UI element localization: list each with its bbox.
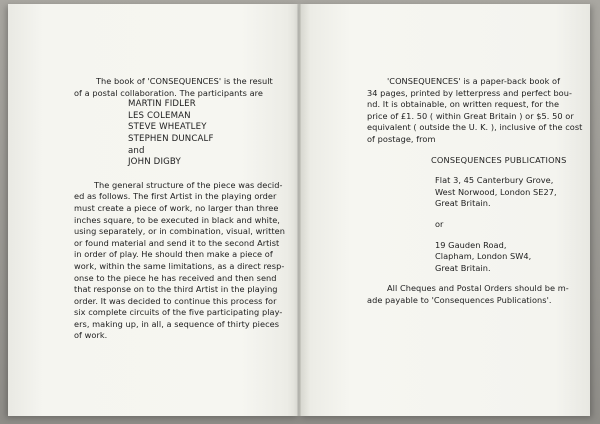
spacer — [367, 166, 579, 175]
paragraph-line: order. It was decided to continue this process for — [74, 295, 277, 306]
left-page-text — [74, 76, 286, 342]
intro-line: nd. It is obtainable, on written request, for the — [367, 99, 560, 110]
or-label: or — [435, 218, 444, 229]
paragraph-line: or found material and send it to the second Artist — [74, 237, 280, 248]
intro-line: 'CONSEQUENCES' is a paper-back book of — [387, 76, 561, 86]
book-spine-fold — [297, 4, 301, 416]
spacer — [367, 210, 579, 219]
participant-connector: and — [128, 145, 145, 156]
paragraph-line: in order of play. He should then make a piece of — [74, 249, 273, 260]
open-booklet — [8, 4, 590, 416]
address-line: 19 Gauden Road, — [435, 239, 507, 250]
spacer — [74, 169, 286, 180]
address-line: Great Britain. — [435, 262, 491, 273]
right-page — [299, 4, 590, 416]
paragraph-line: work, within the same limitations, as a direct resp- — [74, 260, 285, 271]
address-line: Great Britain. — [435, 198, 491, 209]
right-page-text — [367, 76, 583, 307]
spacer — [367, 274, 579, 283]
closing-line: ade payable to 'Consequences Publications'. — [367, 294, 552, 305]
paragraph-line: ed as follows. The first Artist in the playing order — [74, 191, 277, 202]
participant-name: STEPHEN DUNCALF — [128, 133, 214, 144]
paragraph-line: must create a piece of work, no larger than three — [74, 202, 279, 213]
paragraph-line: inches square, to be executed in black and white, — [74, 214, 280, 225]
paragraph-line: ers, making up, in all, a sequence of thirty pieces — [74, 318, 280, 329]
left-page — [8, 4, 299, 416]
paragraph-line: six complete circuits of the five participating play- — [74, 307, 283, 318]
spacer — [367, 231, 579, 240]
paragraph-line: The general structure of the piece was decid- — [94, 179, 283, 190]
intro-line: The book of 'CONSEQUENCES' is the result — [96, 76, 273, 86]
intro-line: of postage, from — [367, 133, 436, 144]
address-line: West Norwood, London SE27, — [435, 186, 557, 197]
paragraph-line: that response on to the third Artist in the playing — [74, 284, 278, 295]
participant-name: JOHN DIGBY — [128, 157, 181, 168]
participant-name: STEVE WHEATLEY — [128, 122, 207, 133]
intro-line: 34 pages, printed by letterpress and perfect bou- — [367, 87, 572, 98]
closing-line: All Cheques and Postal Orders should be m- — [387, 283, 569, 294]
paragraph-line: of work. — [74, 330, 108, 341]
spacer — [367, 146, 579, 155]
intro-line: equivalent ( outside the U. K. ), inclusive of the cost — [367, 122, 583, 133]
paragraph-line: using separately, or in combination, visual, written — [74, 226, 285, 237]
paragraph-line: onse to the piece he has received and then send — [74, 272, 277, 283]
intro-line: of a postal collaboration. The participants are — [74, 87, 263, 98]
address-line: Clapham, London SW4, — [435, 251, 532, 262]
publisher-name: CONSEQUENCES PUBLICATIONS — [431, 154, 567, 165]
participant-name: MARTIN FIDLER — [128, 99, 196, 110]
address-line: Flat 3, 45 Canterbury Grove, — [435, 175, 554, 186]
participant-name: LES COLEMAN — [128, 110, 191, 121]
intro-line: price of £1. 50 ( within Great Britain ) or $5. 50 or — [367, 110, 574, 121]
